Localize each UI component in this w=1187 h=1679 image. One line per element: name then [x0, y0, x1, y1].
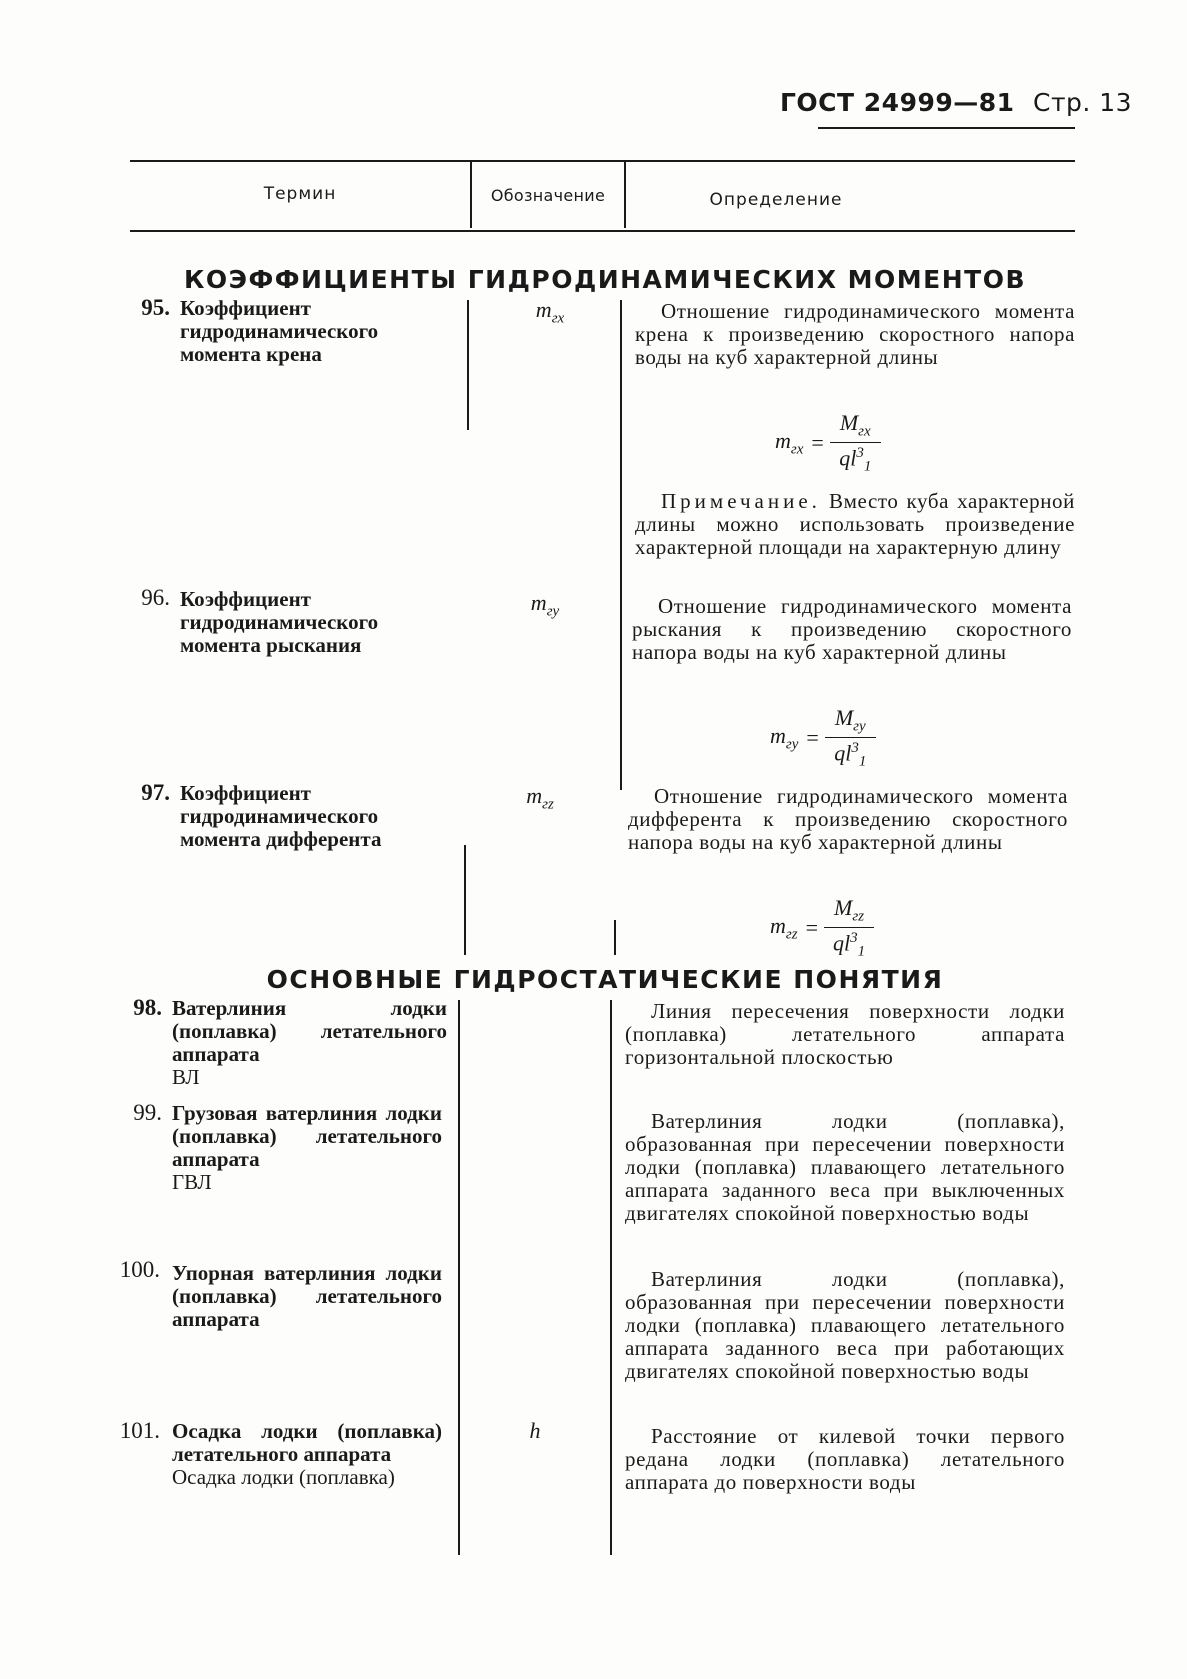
entry-number: 100.: [119, 1257, 160, 1282]
column-divider-right: [620, 300, 622, 790]
column-divider-left: [467, 300, 469, 430]
entry-definition: Отношение гидродинамического момента дифферента к произведению скоростного напора воды на куб характерной длины: [628, 784, 1068, 854]
column-header-definition: Определение: [709, 190, 843, 210]
table-top-rule: [130, 160, 1075, 162]
formula-m-rx: $m_{гx}$ = $\frac{M_{гx}}{ql^3_1}$: [775, 410, 881, 476]
entry-abbreviation: ВЛ: [172, 1065, 200, 1089]
entry-synonym: Осадка лодки (поплавка): [172, 1465, 395, 1489]
entry-definition: Линия пересечения поверхности лодки (поплавка) летательного аппарата горизонтальной плоскостью: [625, 999, 1065, 1069]
page-number: Стр. 13: [1032, 88, 1133, 117]
entry-term: Грузовая ватерлиния лодки (поплавка) летательного аппарата ГВЛ: [172, 1101, 442, 1194]
page-header: [780, 88, 1133, 117]
entry-definition: Ватерлиния лодки (поплавка), образованная при пересечении поверхности лодки (поплавка) плавающего летательного аппарата заданного веса при выключенных двигателях спокойной поверхностью воды: [625, 1109, 1065, 1225]
entry-term: Упорная ватерлиния лодки (поплавка) летательного аппарата: [172, 1261, 442, 1331]
entry-symbol: $m_{гx}$: [535, 297, 565, 327]
entry-note: Примечание. Вместо куба характерной длины можно использовать произведение характерной площади на характерную длину: [635, 489, 1075, 559]
column-divider-left: [458, 1000, 460, 1555]
formula-m-rz: $m_{гz}$ = $\frac{M_{гz}}{ql^3_1}$: [770, 895, 874, 961]
standard-number: ГОСТ 24999—81: [780, 88, 1015, 117]
entry-number: 95.: [141, 295, 170, 320]
entry-term: Ватерлиния лодки (поплавка) летательного аппарата ВЛ: [172, 996, 447, 1089]
entry-number: 101.: [119, 1418, 160, 1443]
column-divider-right: [614, 920, 616, 955]
column-header-symbol: Обозначение: [490, 186, 606, 205]
entry-number: 96.: [141, 585, 170, 610]
section-title-hydrodynamic-moments: КОЭФФИЦИЕНТЫ ГИДРОДИНАМИЧЕСКИХ МОМЕНТОВ: [183, 265, 1027, 294]
entry-number: 98.: [133, 995, 162, 1020]
entry-term: Осадка лодки (поплавка) летательного аппарата Осадка лодки (поплавка): [172, 1419, 442, 1489]
entry-definition: Ватерлиния лодки (поплавка), образованная при пересечении поверхности лодки (поплавка) плавающего летательного аппарата заданного веса при работающих двигателях спокойной поверхностью воды: [625, 1267, 1065, 1383]
header-underline: [818, 127, 1075, 129]
column-divider-left: [464, 845, 466, 955]
table-head-bottom-rule: [130, 230, 1075, 232]
entry-symbol: $m_{гz}$: [526, 783, 554, 813]
entry-number: 99.: [133, 1100, 162, 1125]
entry-definition: Отношение гидродинамического момента крена к произведению скоростного напора воды на куб характерной длины: [635, 299, 1075, 369]
entry-definition: Отношение гидродинамического момента рыскания к произведению скоростного напора воды на куб характерной длины: [632, 594, 1072, 664]
entry-term: Коэффициент гидродинамического момента крена: [180, 296, 379, 366]
entry-symbol: h: [529, 1418, 541, 1443]
entry-number: 97.: [141, 780, 170, 805]
entry-symbol: $m_{гy}$: [530, 590, 560, 620]
column-divider-right: [610, 1000, 612, 1555]
entry-term: Коэффициент гидродинамического момента дифферента: [180, 781, 382, 851]
entry-definition: Расстояние от килевой точки первого редана лодки (поплавка) летательного аппарата до поверхности воды: [625, 1424, 1065, 1494]
section-title-hydrostatic-concepts: ОСНОВНЫЕ ГИДРОСТАТИЧЕСКИЕ ПОНЯТИЯ: [266, 965, 944, 994]
formula-m-ry: $m_{гy}$ = $\frac{M_{гy}}{ql^3_1}$: [770, 705, 876, 771]
column-header-term: Термин: [263, 184, 337, 204]
entry-term: Коэффициент гидродинамического момента рыскания: [180, 587, 379, 657]
entry-abbreviation: ГВЛ: [172, 1170, 212, 1194]
